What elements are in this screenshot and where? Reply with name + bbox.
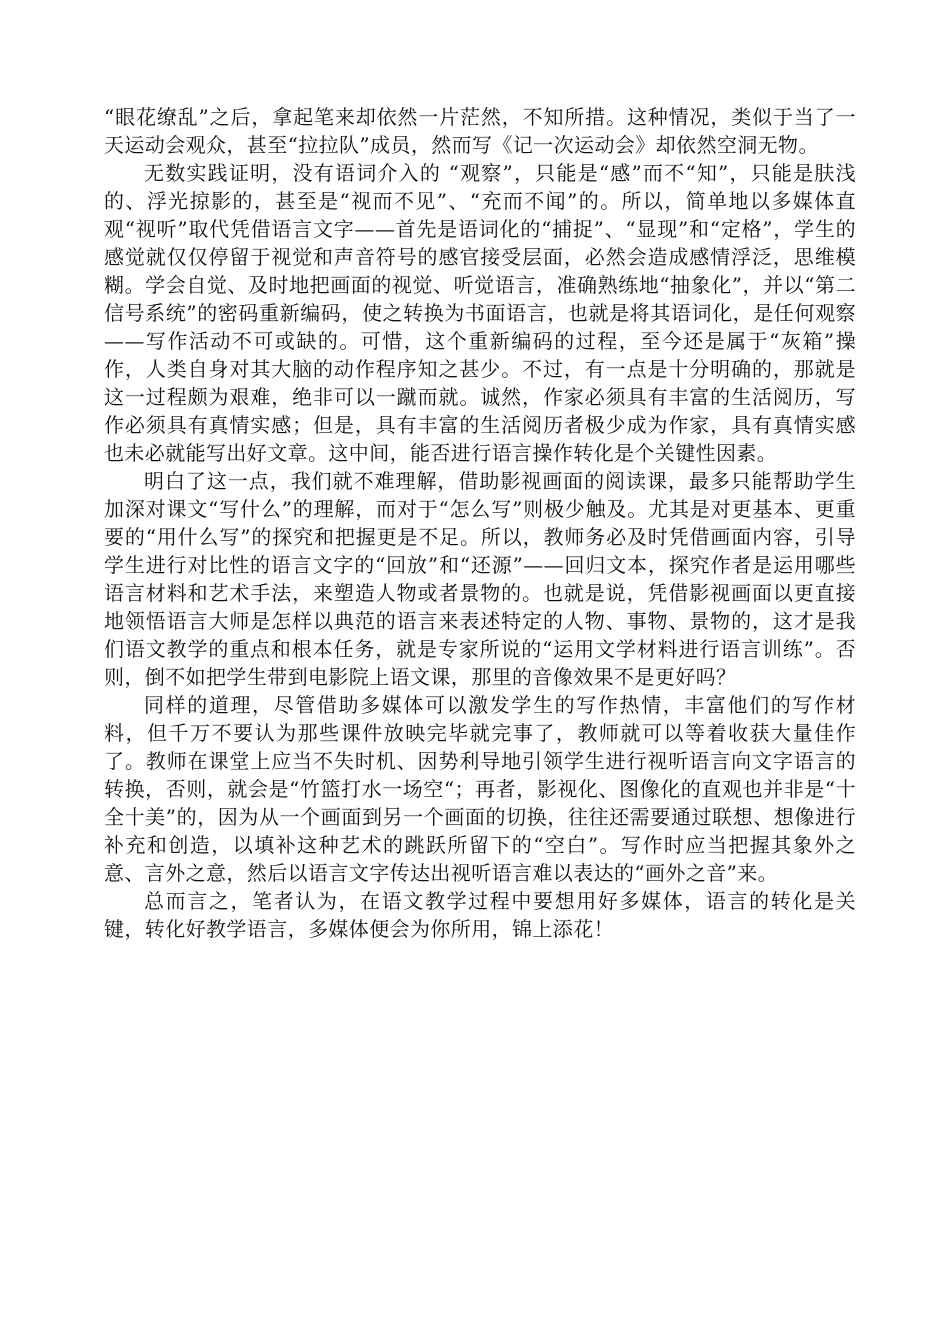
paragraph-conclusion: 总而言之，笔者认为，在语文教学过程中要想用好多媒体，语言的转化是关键，转化好教学语言，多媒体便会为你所用，锦上添花！: [104, 889, 856, 941]
document-page: [104, 103, 856, 943]
paragraph-reading-class: 明白了这一点，我们就不难理解，借助影视画面的阅读课，最多只能帮助学生加深对课文“写什么”的理解，而对于“怎么写”则极少触及。尤其是对更基本、更重要的“用什么写”的探究和把握更是不足。所以，教师务必及时凭借画面内容，引导学生进行对比性的语言文字的“回放”和“还源”——回归文本，探究作者是运用哪些语言材料和艺术手法，来塑造人物或者景物的。也就是说，凭借影视画面以更直接地领悟语言大师是怎样以典范的语言来表述特定的人物、事物、景物的，这才是我们语文教学的重点和根本任务，就是专家所说的“运用文学材料进行语言训练”。否则，倒不如把学生带到电影院上语文课，那里的音像效果不是更好吗？: [104, 469, 856, 689]
paragraph-continuation: “眼花缭乱”之后，拿起笔来却依然一片茫然，不知所措。这种情况，类似于当了一天运动会观众，甚至“拉拉队”成员，然而写《记一次运动会》却依然空洞无物。: [104, 105, 856, 157]
paragraph-writing-class: 同样的道理，尽管借助多媒体可以激发学生的写作热情，丰富他们的写作材料，但千万不要认为那些课件放映完毕就完事了，教师就可以等着收获大量佳作了。教师在课堂上应当不失时机、因势利导地引领学生进行视听语言向文字语言的转换，否则，就会是“竹篮打水一场空“；再者，影视化、图像化的直观也并非是“十全十美”的，因为从一个画面到另一个画面的切换，往往还需要通过联想、想像进行补充和创造，以填补这种艺术的跳跃所留下的“空白”。写作时应当把握其象外之意、言外之意，然后以语言文字传达出视听语言难以表达的“画外之音”来。: [104, 693, 856, 885]
paragraph-observation-language: 无数实践证明，没有语词介入的 “观察”，只能是“感”而不“知”，只能是肤浅的、浮光掠影的，甚至是“视而不见”、“充而不闻”的。所以，简单地以多媒体直观“视听”取代凭借语言文字——首先是语词化的“捕捉”、“显现”和“定格”，学生的感觉就仅仅停留于视觉和声音符号的感官接受层面，必然会造成感情浮泛，思维模糊。学会自觉、及时地把画面的视觉、听觉语言，准确熟练地“抽象化”，并以“第二信号系统”的密码重新编码，使之转换为书面语言，也就是将其语词化，是任何观察——写作活动不可或缺的。可惜，这个重新编码的过程，至今还是属于“灰箱”操作，人类自身对其大脑的动作程序知之甚少。不过，有一点是十分明确的，那就是这一过程颇为艰难，绝非可以一蹴而就。诚然，作家必须具有丰富的生活阅历，写作必须具有真情实感；但是，具有丰富的生活阅历者极少成为作家，具有真情实感也未必就能写出好文章。这中间，能否进行语言操作转化是个关键性因素。: [104, 161, 856, 465]
